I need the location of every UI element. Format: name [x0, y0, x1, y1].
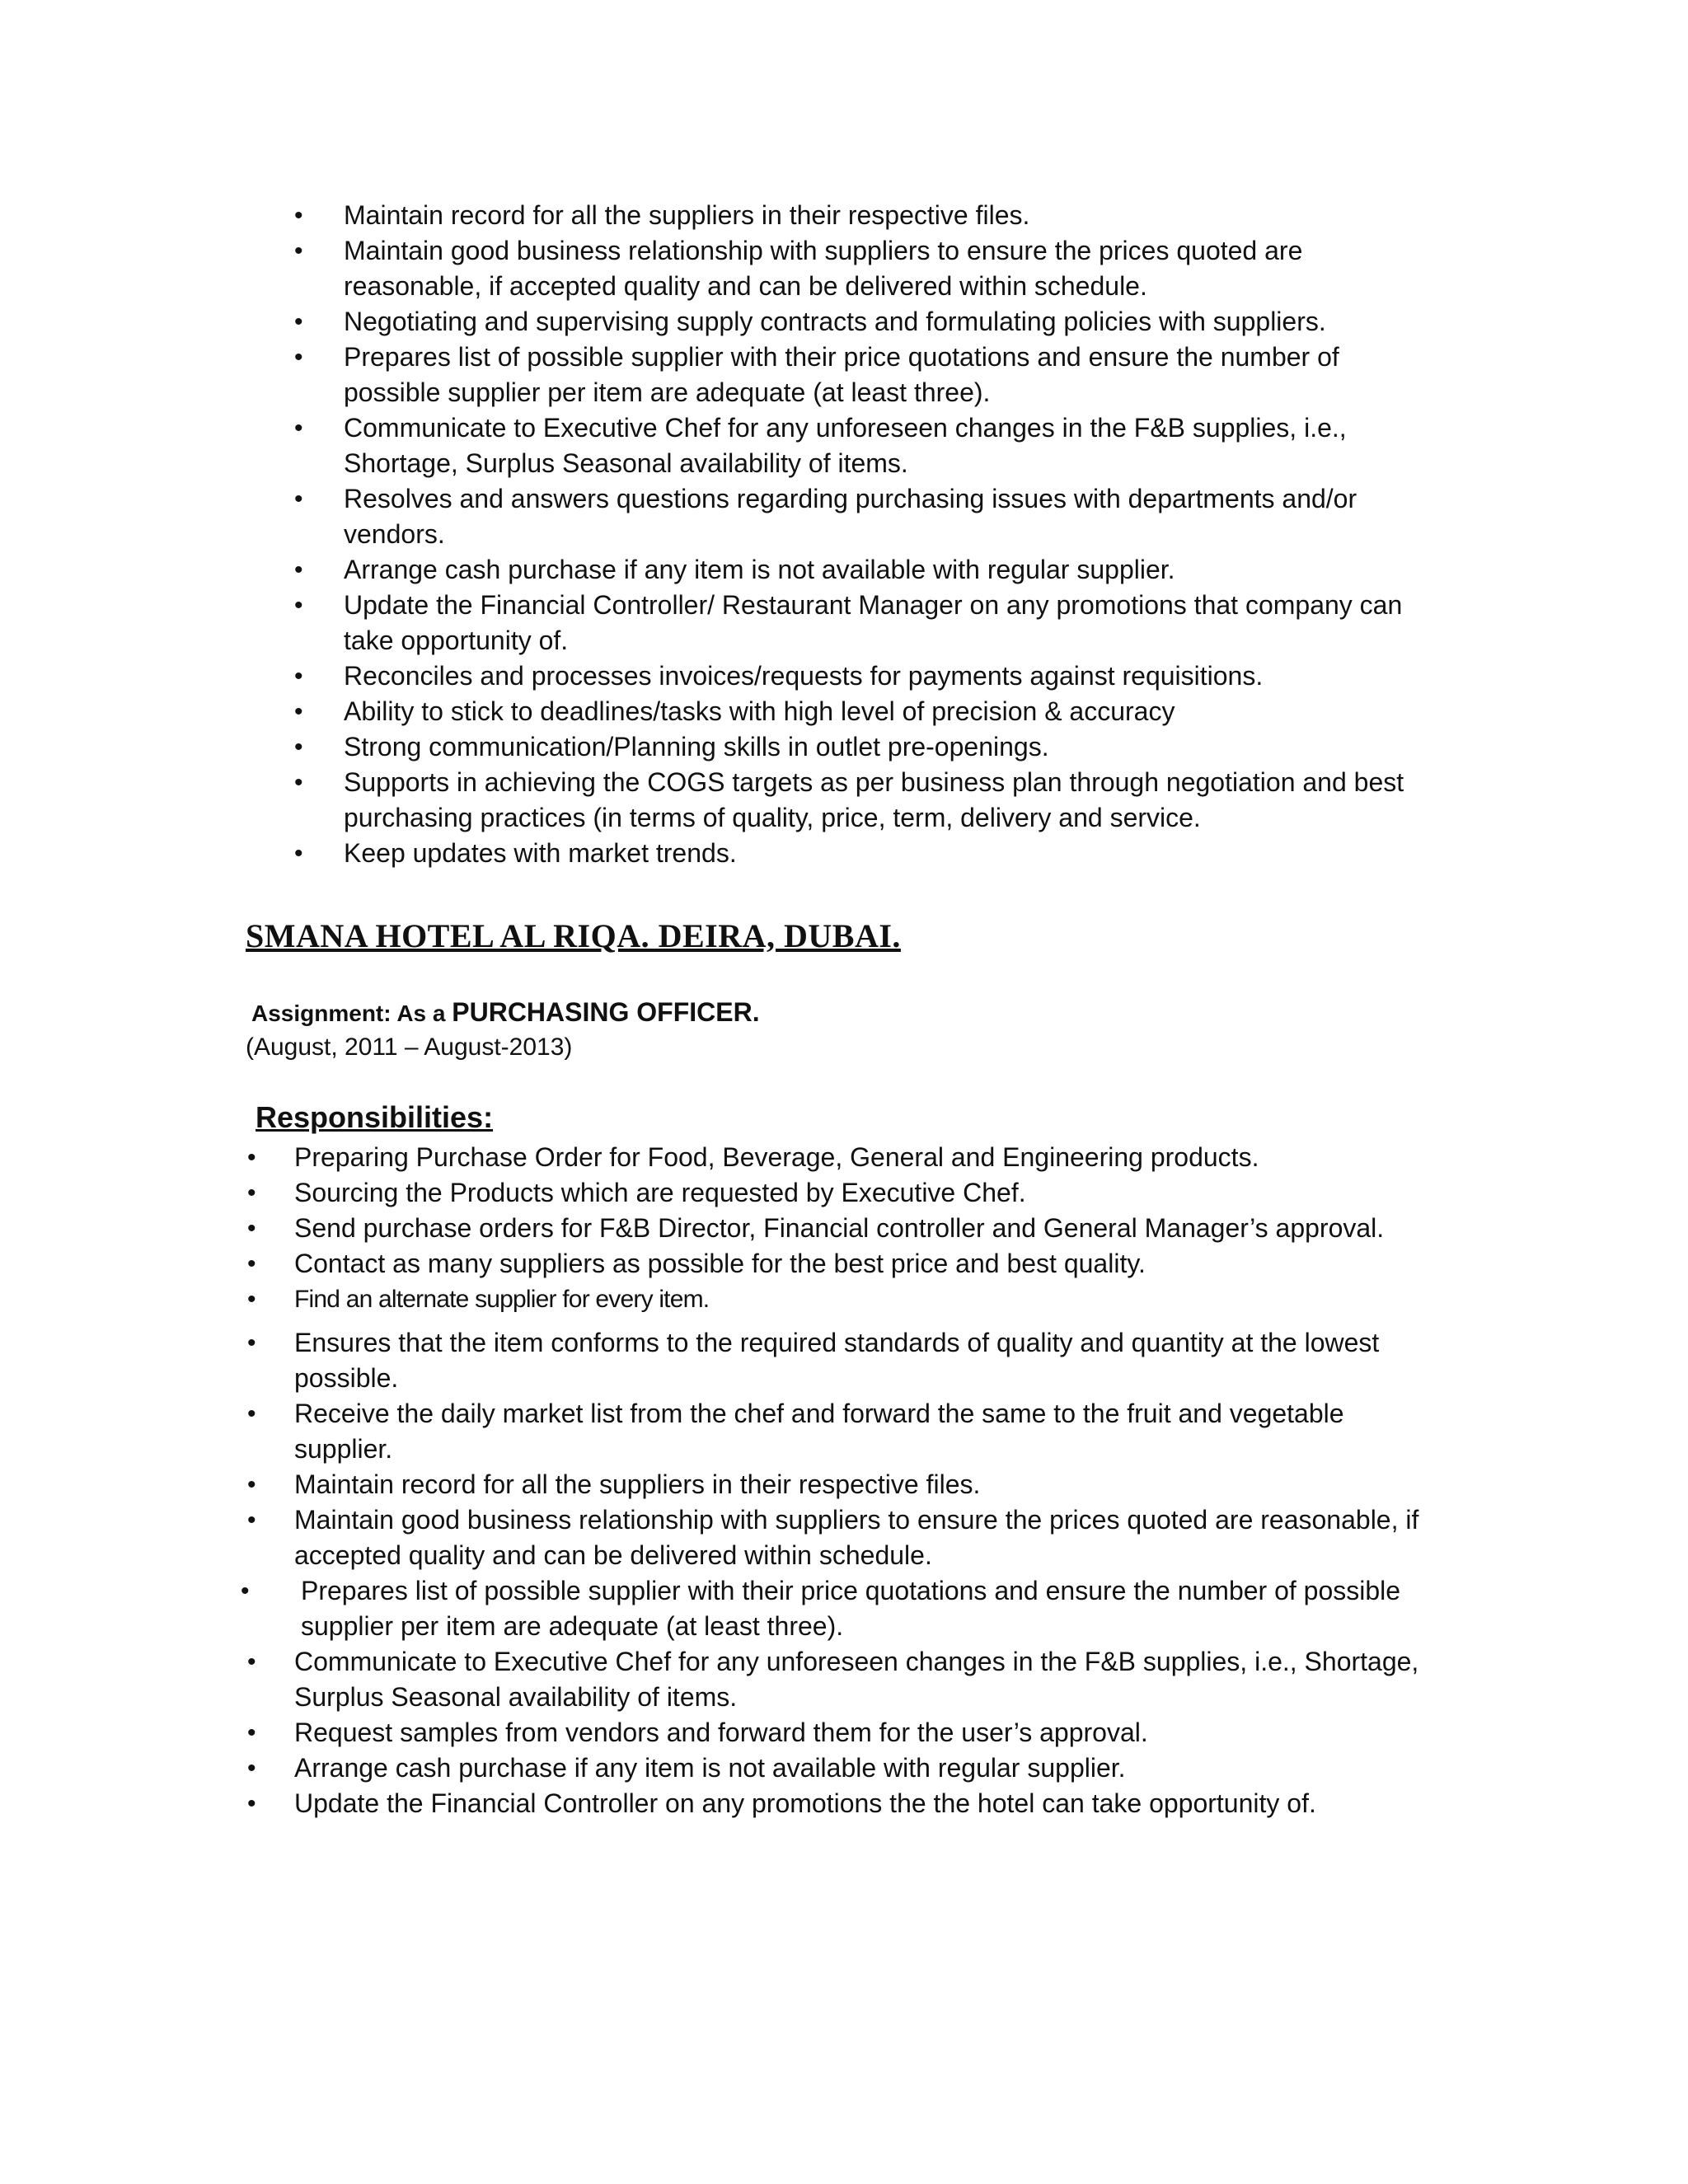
bullet-icon: • — [247, 1755, 256, 1782]
bullet-icon: • — [247, 1400, 256, 1427]
bullet-icon: • — [247, 1790, 256, 1817]
list-item: • Keep updates with market trends. — [344, 836, 1440, 871]
list-item: • Receive the daily market list from the chef and forward the same to the fruit and vegetable supplier. — [294, 1396, 1440, 1467]
list-item: • Negotiating and supervising supply contracts and formulating policies with suppliers. — [344, 304, 1440, 340]
list-item: • Communicate to Executive Chef for any unforeseen changes in the F&B supplies, i.e., Shortage, Surplus Seasonal availability of items. — [344, 410, 1440, 481]
bullet-icon: • — [294, 415, 303, 442]
list-item: • Supports in achieving the COGS targets as per business plan through negotiation and best purchasing practices (in terms of quality, price, term, delivery and service. — [344, 765, 1440, 836]
responsibilities-heading: Responsibilities: — [256, 1100, 494, 1134]
list-item: • Strong communication/Planning skills in outlet pre-openings. — [344, 729, 1440, 765]
list-item: • Maintain good business relationship with suppliers to ensure the prices quoted are reasonable, if accepted quality and can be delivered within schedule. — [294, 1502, 1440, 1573]
bullet-icon: • — [294, 663, 303, 690]
list-item: • Ability to stick to deadlines/tasks with high level of precision & accuracy — [344, 694, 1440, 729]
list-item: • Preparing Purchase Order for Food, Beverage, General and Engineering products. — [294, 1140, 1440, 1175]
bullet-icon: • — [294, 733, 303, 761]
assignment-role: PURCHASING OFFICER. — [452, 997, 760, 1027]
list-item: • Request samples from vendors and forward them for the user’s approval. — [294, 1715, 1440, 1750]
bullet-icon: • — [247, 1329, 256, 1357]
list-item: • Prepares list of possible supplier with their price quotations and ensure the number of possible supplier per item are adequate (at least three). — [294, 1573, 1440, 1644]
employment-period: (August, 2011 – August-2013) — [246, 1033, 573, 1061]
bullet-icon: • — [294, 202, 303, 229]
bullet-icon: • — [247, 1144, 256, 1171]
bullet-icon: • — [247, 1250, 256, 1277]
list-item: • Reconciles and processes invoices/requests for payments against requisitions. — [344, 658, 1440, 694]
bullet-icon: • — [247, 1471, 256, 1498]
bullet-icon: • — [247, 1179, 256, 1207]
list-item: • Maintain record for all the suppliers in their respective files. — [294, 1467, 1440, 1502]
list-item: • Communicate to Executive Chef for any unforeseen changes in the F&B supplies, i.e., Shortage, Surplus Seasonal availability of items. — [294, 1644, 1440, 1715]
bullet-icon: • — [294, 237, 303, 265]
company-heading: SMANA HOTEL AL RIQA. DEIRA, DUBAI. — [246, 917, 901, 954]
bullet-icon: • — [247, 1507, 256, 1534]
assignment-line — [251, 997, 760, 1028]
list-item: • Update the Financial Controller on any promotions the the hotel can take opportunity of. — [294, 1786, 1440, 1821]
bullet-icon: • — [241, 1577, 250, 1605]
list-item: • Contact as many suppliers as possible for the best price and best quality. — [294, 1246, 1440, 1282]
list-item: • Sourcing the Products which are requested by Executive Chef. — [294, 1175, 1440, 1211]
bullet-icon: • — [294, 485, 303, 513]
bullet-icon: • — [294, 840, 303, 867]
bullet-icon: • — [294, 344, 303, 371]
list-item: • Maintain record for all the suppliers in their respective files. — [344, 198, 1440, 233]
bullet-icon: • — [294, 698, 303, 725]
assignment-prefix: Assignment: As a — [251, 1001, 452, 1026]
list-item: • Send purchase orders for F&B Director, Financial controller and General Manager’s approval. — [294, 1211, 1440, 1246]
previous-role-duties-list — [294, 198, 1440, 871]
list-item: • Arrange cash purchase if any item is not available with regular supplier. — [344, 552, 1440, 588]
list-item: • Maintain good business relationship with suppliers to ensure the prices quoted are reasonable, if accepted quality and can be delivered within schedule. — [344, 233, 1440, 304]
responsibilities-list — [241, 1140, 1440, 1821]
bullet-icon: • — [294, 308, 303, 335]
bullet-icon: • — [247, 1215, 256, 1242]
bullet-icon: • — [247, 1719, 256, 1746]
bullet-icon: • — [294, 556, 303, 583]
list-item: • Update the Financial Controller/ Restaurant Manager on any promotions that company can take opportunity of. — [344, 588, 1440, 658]
list-item: • Arrange cash purchase if any item is not available with regular supplier. — [294, 1750, 1440, 1786]
list-item: • Prepares list of possible supplier with their price quotations and ensure the number of possible supplier per item are adequate (at least three). — [344, 340, 1440, 410]
list-item: • Ensures that the item conforms to the required standards of quality and quantity at the lowest possible. — [294, 1325, 1440, 1396]
bullet-icon: • — [247, 1286, 256, 1313]
bullet-icon: • — [294, 592, 303, 619]
list-item: • Find an alternate supplier for every item. — [294, 1282, 1440, 1317]
list-item: • Resolves and answers questions regarding purchasing issues with departments and/or vendors. — [344, 481, 1440, 552]
bullet-icon: • — [247, 1648, 256, 1675]
bullet-icon: • — [294, 769, 303, 796]
